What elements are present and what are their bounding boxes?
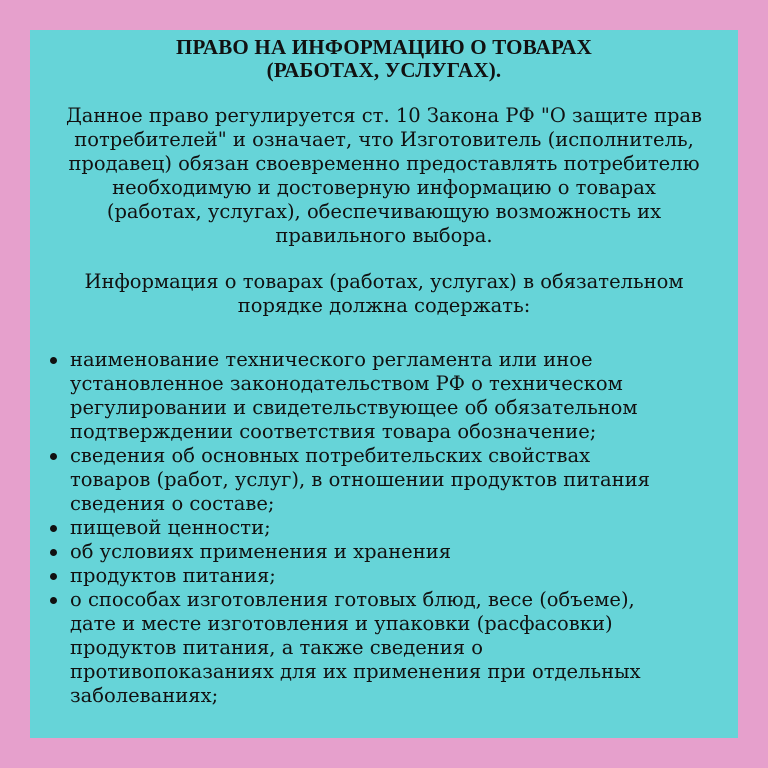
bullet-icon [50,357,57,364]
list-item-line: сведения об основных потребительских свойствах [70,444,591,467]
intro-line: Данное право регулируется ст. 10 Закона РФ "О защите прав [65,104,703,127]
bullet-icon [50,549,57,556]
bullet-icon [50,453,57,460]
title-line: ПРАВО НА ИНФОРМАЦИЮ О ТОВАРАХ [175,35,593,59]
lead-line: Информация о товарах (работах, услугах) в обязательном [84,270,684,293]
page-title [30,36,738,82]
list-item-line: товаров (работ, услуг), в отношении продуктов питания [70,468,650,491]
info-card [30,30,738,738]
intro-line: потребителей" и означает, что Изготовитель (исполнитель, [74,128,694,151]
intro-line: (работах, услугах), обеспечивающую возможность их [106,200,662,223]
list-item [50,540,730,564]
list-item-line: наименование технического регламента или иное [70,348,593,371]
bullet-icon [50,525,57,532]
list-item-line: продуктов питания; [70,564,276,587]
intro-line: правильного выбора. [275,224,493,247]
list-item-line: установленное законодательством РФ о техническом [70,372,623,395]
bullet-icon [50,597,57,604]
list-item-line: заболеваниях; [70,684,219,707]
list-item-line: пищевой ценности; [70,516,271,539]
intro-paragraph [30,104,738,248]
list-item-line: дате и месте изготовления и упаковки (расфасовки) [70,612,613,635]
list-item [50,564,730,588]
intro-line: необходимую и достоверную информацию о товарах [112,176,656,199]
list-item-line: продуктов питания, а также сведения о [70,636,484,659]
intro-line: продавец) обязан своевременно предоставлять потребителю [68,152,700,175]
list-item [50,348,730,444]
list-item-line: о способах изготовления готовых блюд, весе (объеме), [70,588,635,611]
list-item [50,444,730,516]
title-line: (РАБОТАХ, УСЛУГАХ). [266,58,502,82]
list-item-line: регулировании и свидетельствующее об обязательном [70,396,638,419]
list-item-line: об условиях применения и хранения [70,540,452,563]
list-item-line: сведения о составе; [70,492,275,515]
list-item-line: подтверждении соответствия товара обозначение; [70,420,597,443]
lead-line: порядке должна содержать: [237,294,531,317]
list-item [50,516,730,540]
requirements-list [50,348,730,708]
lead-paragraph [30,270,738,318]
bullet-icon [50,573,57,580]
list-item [50,588,730,708]
list-item-line: противопоказаниях для их применения при отдельных [70,660,641,683]
